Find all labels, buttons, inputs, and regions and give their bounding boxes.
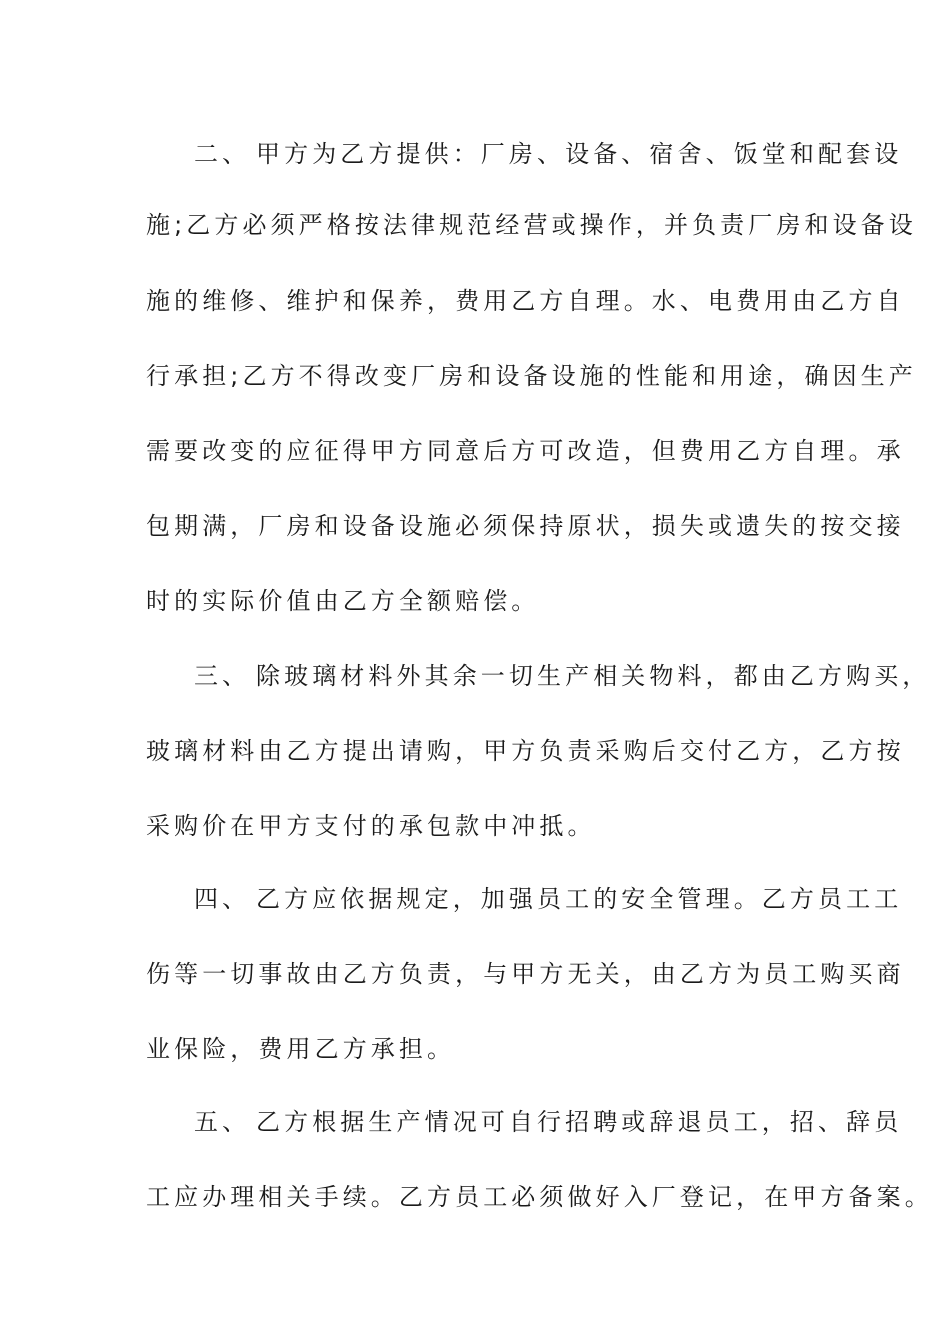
section-2-line-4: 行承担;乙方不得改变厂房和设备设施的性能和用途，确因生产	[146, 362, 917, 390]
section-3-line-2: 玻璃材料由乙方提出请购，甲方负责采购后交付乙方，乙方按	[146, 737, 905, 765]
section-4-number: 四、	[194, 885, 251, 913]
section-4-line-1: 四、 乙方应依据规定，加强员工的安全管理。乙方员工工	[194, 885, 903, 913]
section-4-line-2: 伤等一切事故由乙方负责，与甲方无关，由乙方为员工购买商	[146, 960, 905, 988]
section-4-line-3: 业保险，费用乙方承担。	[146, 1035, 456, 1063]
section-2-line-2: 施;乙方必须严格按法律规范经营或操作，并负责厂房和设备设	[146, 211, 917, 239]
section-3-number: 三、	[194, 662, 251, 690]
section-5-number: 五、	[194, 1108, 251, 1136]
section-2-line-7: 时的实际价值由乙方全额赔偿。	[146, 587, 540, 615]
section-3-line-3: 采购价在甲方支付的承包款中冲抵。	[146, 812, 596, 840]
section-2-line-5: 需要改变的应征得甲方同意后方可改造，但费用乙方自理。承	[146, 437, 905, 465]
section-5-line-1: 五、 乙方根据生产情况可自行招聘或辞退员工，招、辞员	[194, 1108, 903, 1136]
section-5-line-2: 工应办理相关手续。乙方员工必须做好入厂登记，在甲方备案。	[146, 1183, 933, 1211]
section-2-line-3: 施的维修、维护和保养，费用乙方自理。水、电费用由乙方自	[146, 287, 905, 315]
section-3-line-1: 三、 除玻璃材料外其余一切生产相关物料，都由乙方购买，	[194, 662, 931, 690]
section-2-line-6: 包期满，厂房和设备设施必须保持原状，损失或遗失的按交接	[146, 512, 905, 540]
section-2-number: 二、	[194, 140, 251, 168]
section-2-line-1: 二、 甲方为乙方提供：厂房、设备、宿舍、饭堂和配套设	[194, 140, 903, 168]
